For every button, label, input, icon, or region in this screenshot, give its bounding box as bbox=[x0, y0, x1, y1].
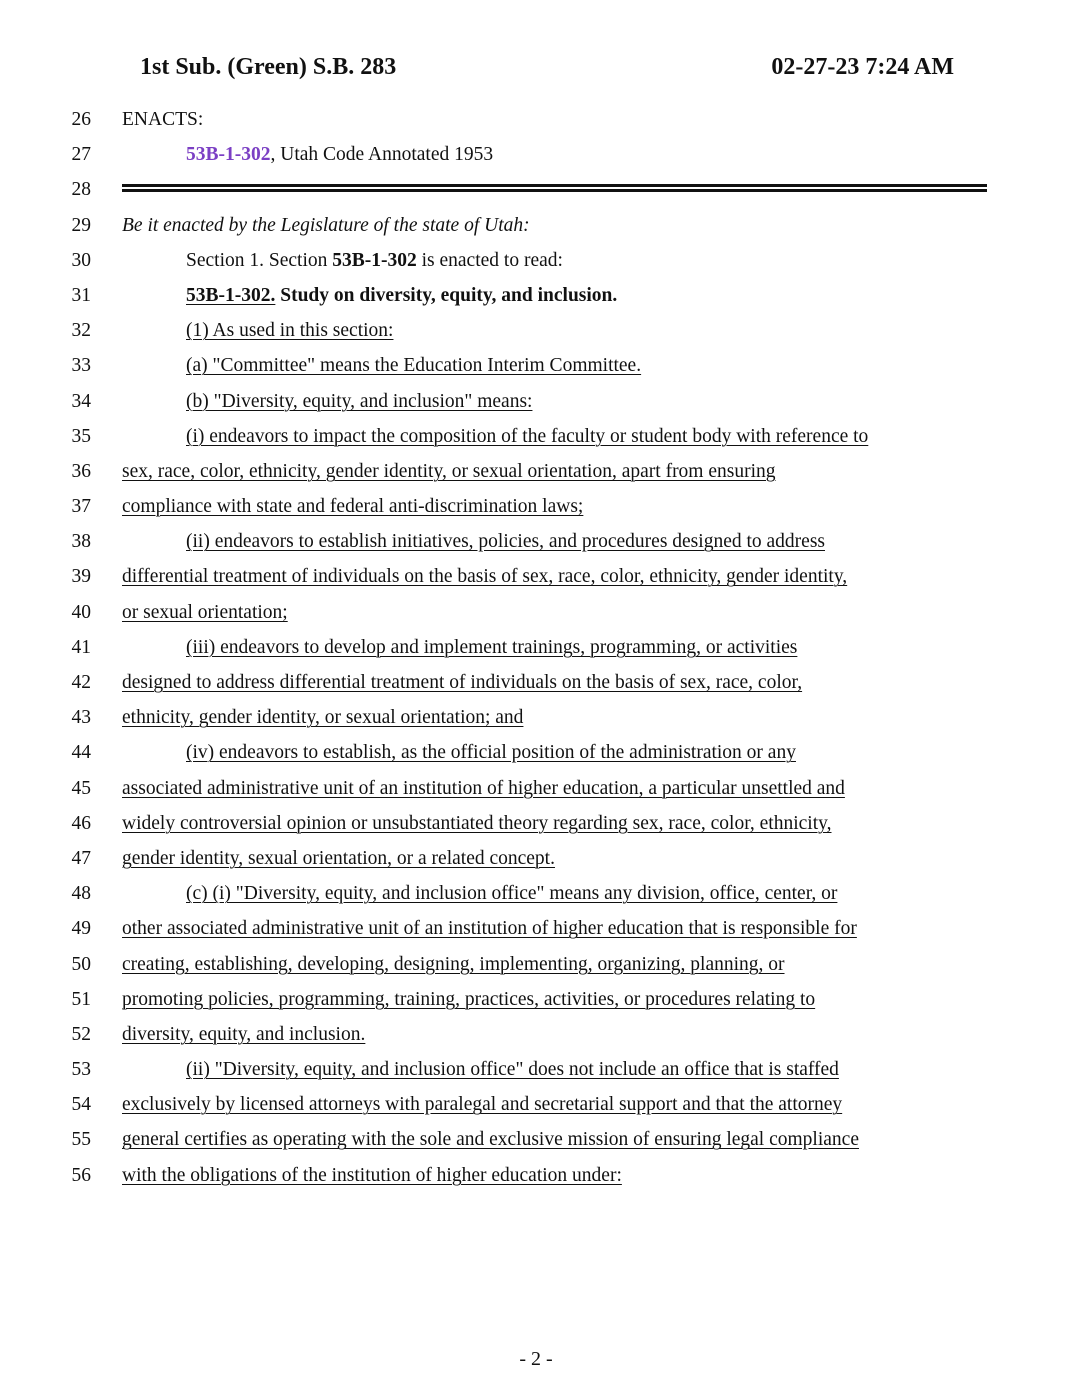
line-text: 53B-1-302, Utah Code Annotated 1953 bbox=[186, 144, 494, 166]
line-number: 46 bbox=[71, 812, 91, 834]
line-44 bbox=[0, 735, 1072, 770]
line-number: 37 bbox=[71, 496, 91, 518]
line-number: 43 bbox=[71, 707, 91, 729]
line-45 bbox=[0, 771, 1072, 806]
line-number: 48 bbox=[71, 883, 91, 905]
line-number: 30 bbox=[71, 249, 91, 271]
line-text: other associated administrative unit of an institution of higher education that is responsible for bbox=[122, 918, 857, 940]
line-number: 53 bbox=[71, 1059, 91, 1081]
line-48 bbox=[0, 876, 1072, 911]
line-text: general certifies as operating with the sole and exclusive mission of ensuring legal compliance bbox=[122, 1129, 859, 1151]
line-text: sex, race, color, ethnicity, gender identity, or sexual orientation, apart from ensuring bbox=[122, 460, 776, 482]
line-38 bbox=[0, 524, 1072, 559]
line-51 bbox=[0, 982, 1072, 1017]
line-number: 27 bbox=[71, 144, 91, 166]
line-number: 47 bbox=[71, 847, 91, 869]
line-number: 36 bbox=[71, 460, 91, 482]
line-text: (iii) endeavors to develop and implement trainings, programming, or activities bbox=[186, 636, 798, 658]
line-34 bbox=[0, 384, 1072, 419]
line-42 bbox=[0, 665, 1072, 700]
line-number: 44 bbox=[71, 742, 91, 764]
line-26 bbox=[0, 102, 1072, 137]
line-number: 45 bbox=[71, 777, 91, 799]
line-number: 41 bbox=[71, 636, 91, 658]
line-number: 50 bbox=[71, 953, 91, 975]
line-number: 51 bbox=[71, 988, 91, 1010]
line-number: 54 bbox=[71, 1094, 91, 1116]
line-text: compliance with state and federal anti-discrimination laws; bbox=[122, 496, 584, 518]
line-text: diversity, equity, and inclusion. bbox=[122, 1023, 366, 1045]
line-50 bbox=[0, 947, 1072, 982]
line-55 bbox=[0, 1122, 1072, 1157]
line-text: Section 1. Section 53B-1-302 is enacted to read: bbox=[186, 249, 563, 271]
line-text: (i) endeavors to impact the composition of the faculty or student body with reference to bbox=[186, 425, 869, 447]
line-number: 28 bbox=[71, 179, 91, 201]
line-47 bbox=[0, 841, 1072, 876]
line-text: (b) "Diversity, equity, and inclusion" means: bbox=[186, 390, 533, 412]
enacting-clause: Be it enacted by the Legislature of the state of Utah: bbox=[122, 214, 530, 236]
line-number: 29 bbox=[71, 214, 91, 236]
line-number: 35 bbox=[71, 425, 91, 447]
line-33 bbox=[0, 348, 1072, 383]
line-52 bbox=[0, 1017, 1072, 1052]
line-30 bbox=[0, 243, 1072, 278]
line-number: 32 bbox=[71, 320, 91, 342]
line-text: promoting policies, programming, training, practices, activities, or procedures relating to bbox=[122, 988, 816, 1010]
line-number: 42 bbox=[71, 672, 91, 693]
section-heading: 53B-1-302. Study on diversity, equity, and inclusion. bbox=[186, 284, 618, 306]
line-number: 26 bbox=[71, 109, 91, 130]
line-31 bbox=[0, 278, 1072, 313]
line-number: 39 bbox=[71, 566, 91, 588]
line-43 bbox=[0, 700, 1072, 735]
line-text: associated administrative unit of an institution of higher education, a particular unsettled and bbox=[122, 777, 845, 799]
line-text: or sexual orientation; bbox=[122, 601, 288, 623]
line-32 bbox=[0, 313, 1072, 348]
line-text: (c) (i) "Diversity, equity, and inclusion office" means any division, office, center, or bbox=[186, 883, 838, 905]
line-39 bbox=[0, 559, 1072, 594]
line-text: widely controversial opinion or unsubstantiated theory regarding sex, race, color, ethnicity, bbox=[122, 812, 832, 834]
line-text: exclusively by licensed attorneys with paralegal and secretarial support and that the attorney bbox=[122, 1094, 843, 1116]
line-46 bbox=[0, 806, 1072, 841]
line-number: 34 bbox=[71, 390, 91, 412]
line-number: 52 bbox=[71, 1023, 91, 1045]
line-text: (iv) endeavors to establish, as the official position of the administration or any bbox=[186, 742, 796, 764]
bill-datetime: 02-27-23 7:24 AM bbox=[771, 54, 954, 80]
line-text: with the obligations of the institution of higher education under: bbox=[122, 1164, 622, 1186]
line-37 bbox=[0, 489, 1072, 524]
line-text: ethnicity, gender identity, or sexual orientation; and bbox=[122, 707, 524, 729]
line-number: 49 bbox=[71, 918, 91, 940]
line-text: designed to address differential treatment of individuals on the basis of sex, race, color, bbox=[122, 672, 803, 693]
line-number: 55 bbox=[71, 1129, 91, 1151]
page-header bbox=[0, 54, 1072, 90]
line-text: (ii) "Diversity, equity, and inclusion office" does not include an office that is staffed bbox=[186, 1059, 839, 1081]
line-number: 33 bbox=[71, 355, 91, 377]
line-text: (a) "Committee" means the Education Interim Committee. bbox=[186, 355, 642, 377]
line-number: 38 bbox=[71, 531, 91, 553]
line-56 bbox=[0, 1158, 1072, 1193]
code-section-link[interactable]: 53B-1-302 bbox=[186, 144, 271, 166]
line-54 bbox=[0, 1087, 1072, 1122]
line-41 bbox=[0, 630, 1072, 665]
line-40 bbox=[0, 595, 1072, 630]
line-number: 40 bbox=[71, 601, 91, 623]
line-number: 31 bbox=[71, 284, 91, 306]
line-36 bbox=[0, 454, 1072, 489]
bill-text bbox=[0, 102, 1072, 1193]
line-text: creating, establishing, developing, designing, implementing, organizing, planning, or bbox=[122, 953, 785, 975]
line-29 bbox=[0, 208, 1072, 243]
line-text: gender identity, sexual orientation, or a related concept. bbox=[122, 847, 555, 869]
line-27 bbox=[0, 137, 1072, 172]
line-text: differential treatment of individuals on the basis of sex, race, color, ethnicity, gender identity, bbox=[122, 566, 848, 588]
line-number: 56 bbox=[71, 1164, 91, 1186]
bill-title: 1st Sub. (Green) S.B. 283 bbox=[140, 54, 397, 80]
double-rule-divider bbox=[122, 184, 987, 192]
line-text: (ii) endeavors to establish initiatives, policies, and procedures designed to address bbox=[186, 531, 825, 553]
line-35 bbox=[0, 419, 1072, 454]
page-number: - 2 - bbox=[519, 1348, 553, 1370]
line-text: ENACTS: bbox=[122, 109, 204, 130]
line-53 bbox=[0, 1052, 1072, 1087]
line-text: (1) As used in this section: bbox=[186, 320, 394, 342]
line-28 bbox=[0, 172, 1072, 207]
line-49 bbox=[0, 911, 1072, 946]
